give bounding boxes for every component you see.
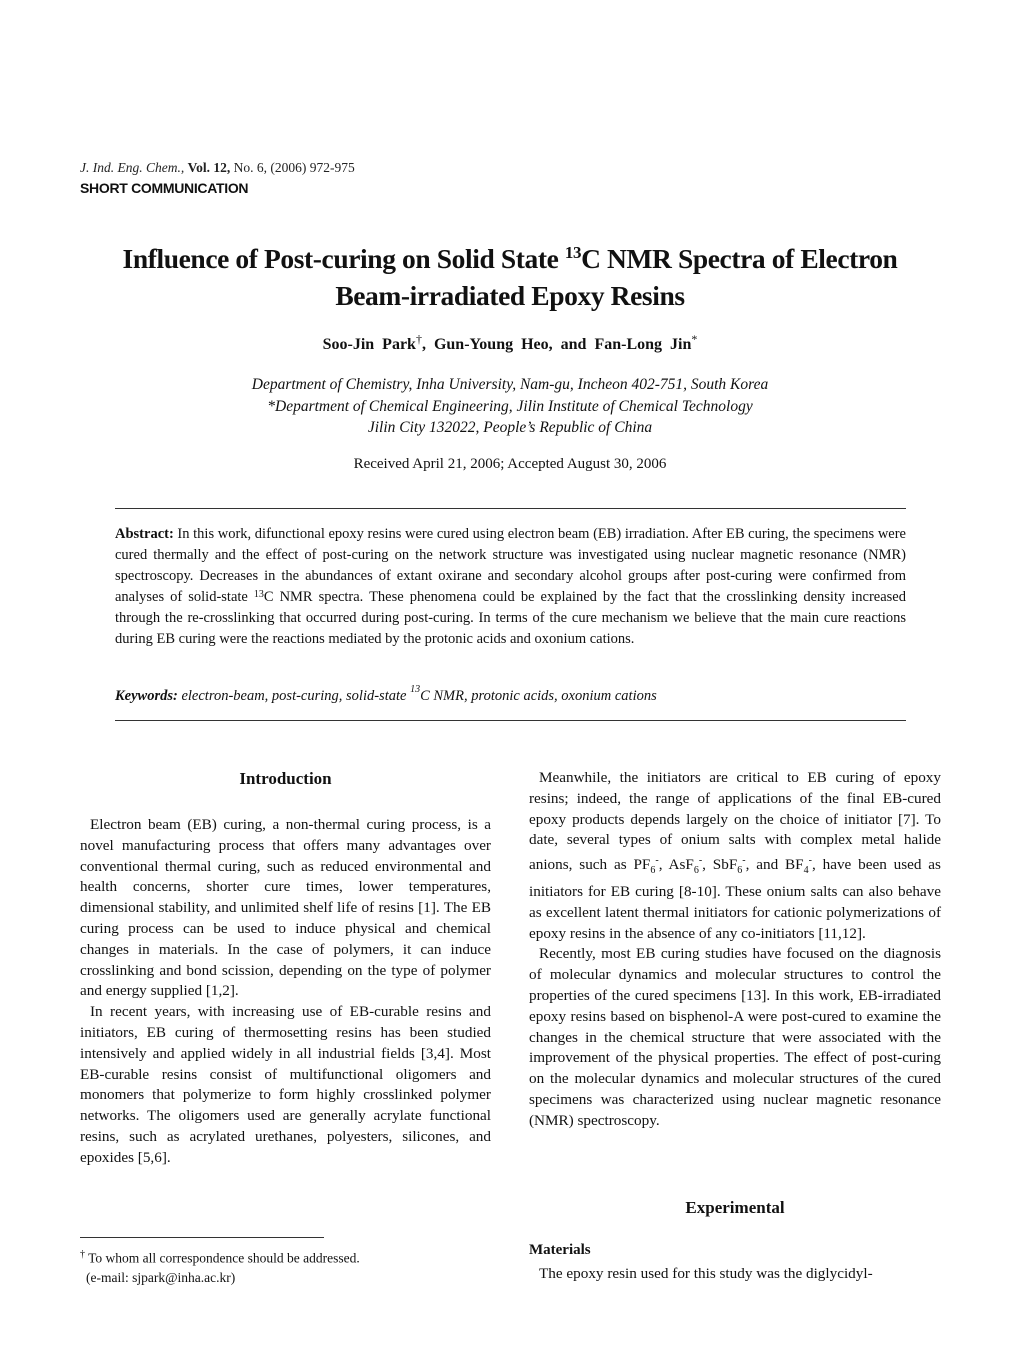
abstract-label: Abstract: <box>115 526 174 542</box>
author-list <box>40 332 980 354</box>
right-p1-part-d: , and BF <box>745 856 804 874</box>
introduction-body <box>80 815 491 1169</box>
affiliation-line-2: *Department of Chemical Engineering, Jilin Institute of Chemical Technology <box>267 397 753 415</box>
introduction-paragraph-2: In recent years, with increasing use of EB-curable resins and initiators, EB curing of thermosetting resins has been studied intensively and applied widely in all industrial fields [3,4]. Most EB-curable resins consist of multifunctional oligomers and monomers that polymerize to form highly crosslinked polymer networks. The oligomers used are generally acrylate functional resins, such as acrylated urethanes, polyesters, silicones, and epoxides [5,6]. <box>80 1003 491 1166</box>
footnote-line-2: (e-mail: sjpark@inha.ac.kr) <box>86 1269 236 1285</box>
footnote-line-1 <box>80 1245 360 1268</box>
right-paragraph-1 <box>529 768 941 944</box>
subscript-6: 6 <box>650 865 656 877</box>
journal-issue-pages: No. 6, (2006) 972-975 <box>233 160 355 175</box>
superscript-minus: - <box>808 855 812 867</box>
superscript-minus: - <box>698 855 703 867</box>
title-part1: Influence of Post-curing on Solid State <box>122 243 565 274</box>
introduction-paragraph-1: Electron beam (EB) curing, a non-thermal curing process, is a novel manufacturing process that offers many advantages over conventional thermal curing, such as reduced environmental and health concerns, shorter cure times, lower temperatures, dimensional stability, and unlimited shelf life of resins [1]. The EB curing process can be used to induce physical and chemical changes in materials. In the case of polymers, it can induce crosslinking and bond scission, depending on the type of polymer and energy supplied [1,2]. <box>80 816 491 1000</box>
title-part2: C NMR Spectra of Electron <box>581 243 898 274</box>
title-superscript: 13 <box>564 243 582 262</box>
keywords-text-2: C NMR, protonic acids, oxonium cations <box>420 688 657 704</box>
section-type: SHORT COMMUNICATION <box>80 180 249 196</box>
author-separator: , <box>421 336 426 353</box>
footnote <box>80 1245 360 1287</box>
author-1: Soo-Jin Park <box>322 336 416 353</box>
introduction-heading: Introduction <box>239 769 332 788</box>
affiliations <box>40 374 980 439</box>
affiliation-line-1: Department of Chemistry, Inha University, Nam-gu, Incheon 402-751, South Korea <box>251 376 769 393</box>
abstract-text-1: In this work, difunctional epoxy resins were cured using electron beam (EB) irradiation. After EB curing, the specimens were cured thermally and the effect of post-curing on the network structure was investigated using nuclear magnetic resonance (NMR) spectroscopy. Decreases in the abundances of extant oxirane and secondary alcohol groups after post-curing were confirmed from analyses of solid-state <box>115 526 906 605</box>
bottom-divider <box>115 720 906 721</box>
journal-citation <box>80 160 355 176</box>
affiliation-line-3: Jilin City 132022, People’s Republic of China <box>367 419 653 436</box>
author-3: Fan-Long Jin <box>594 336 692 353</box>
subscript-4: 4 <box>803 865 809 877</box>
materials-paragraph: The epoxy resin used for this study was the diglycidyl- <box>539 1265 873 1282</box>
abstract-text-2: C NMR spectra. These phenomena could be explained by the fact that the crosslinking density increased through the re-crosslinking that occurred during post-curing. In terms of the cure mechanism we believe that the main cure reactions during EB curing were the reactions mediated by the protonic acids and oxonium cations. <box>115 589 906 647</box>
materials-heading: Materials <box>529 1242 591 1258</box>
paper-title <box>40 240 980 314</box>
materials-body <box>529 1264 941 1285</box>
journal-name: J. Ind. Eng. Chem., <box>80 160 185 175</box>
keywords-text-1: electron-beam, post-curing, solid-state <box>177 688 411 704</box>
footnote-text-1: To whom all correspondence should be addressed. <box>85 1250 360 1266</box>
right-p1-part-c: , SbF <box>702 856 738 874</box>
received-dates: Received April 21, 2006; Accepted August 30, 2006 <box>353 456 667 472</box>
right-p1-part-e: , have been used as initiators for EB curing [8-10]. These onium salts can also behave as excellent latent thermal initiators for cationic polymerizations of epoxy resins in the absence of any co-initiators [11,12]. <box>529 856 941 942</box>
keywords-superscript: 13 <box>410 684 421 695</box>
author-and: and <box>560 336 587 353</box>
abstract <box>115 524 906 650</box>
footnote-rule <box>80 1237 324 1238</box>
superscript-minus: - <box>655 855 659 867</box>
author-3-mark: * <box>691 332 698 346</box>
footnote-mark: † <box>80 1249 85 1260</box>
author-2: Gun-Young Heo, <box>433 336 553 353</box>
subscript-6: 6 <box>693 865 699 877</box>
title-line2: Beam-irradiated Epoxy Resins <box>335 280 685 311</box>
right-p1-part-a: Meanwhile, the initiators are critical to EB curing of epoxy resins; indeed, the range of applications of the final EB-cured epoxy products depends largely on the choice of initiator [7]. To date, several types of onium salts with complex metal halide anions, such as PF <box>529 769 941 874</box>
experimental-heading: Experimental <box>685 1198 785 1217</box>
keywords-label: Keywords: <box>115 688 178 704</box>
right-p1-part-b: , AsF <box>658 856 694 874</box>
right-column-body <box>529 768 941 1132</box>
keywords <box>115 684 906 705</box>
top-divider <box>115 508 906 509</box>
subscript-6: 6 <box>737 865 743 877</box>
journal-volume: Vol. 12, <box>187 160 231 175</box>
author-1-mark: † <box>415 332 422 346</box>
superscript-minus: - <box>742 855 746 867</box>
right-paragraph-2: Recently, most EB curing studies have focused on the diagnosis of molecular dynamics and molecular structures to control the properties of the cured specimens [13]. In this work, EB-irradiated epoxy resins based on bisphenol-A were post-cured to examine the changes in the chemical structure that were associated with the improvement of the physical properties. The effect of post-curing on the molecular dynamics and molecular structures of the cured specimens was characterized using nuclear magnetic resonance (NMR) spectroscopy. <box>529 945 941 1129</box>
abstract-superscript: 13 <box>253 589 264 600</box>
